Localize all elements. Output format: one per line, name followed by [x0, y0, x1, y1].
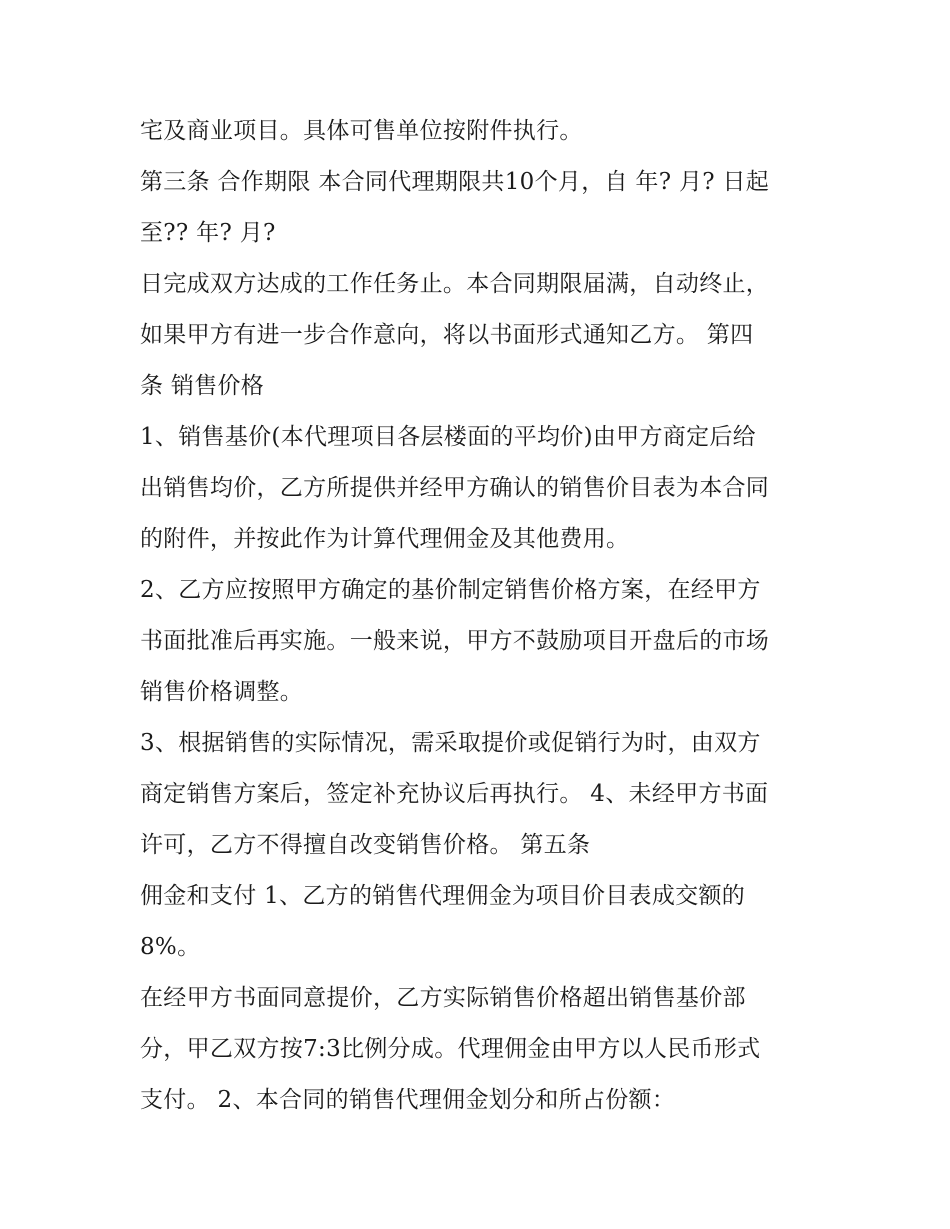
text-line: 1、销售基价(本代理项目各层楼面的平均价)由甲方商定后给: [140, 424, 756, 450]
text-line: 8%。: [140, 934, 201, 960]
text-line: 如果甲方有进一步合作意向，将以书面形式通知乙方。 第四: [140, 322, 754, 348]
text-line: 2、乙方应按照甲方确定的基价制定销售价格方案，在经甲方: [140, 577, 761, 603]
text-line: 商定销售方案后，签定补充协议后再执行。 4、未经甲方书面: [140, 781, 769, 807]
text-line: 出销售均价，乙方所提供并经甲方确认的销售价目表为本合同: [140, 475, 770, 501]
text-line: 至?? 年? 月?: [140, 220, 276, 246]
text-line: 宅及商业项目。具体可售单位按附件执行。: [140, 118, 583, 144]
text-line: 在经甲方书面同意提价，乙方实际销售价格超出销售基价部: [140, 985, 746, 1011]
text-line: 的附件，并按此作为计算代理佣金及其他费用。: [140, 526, 630, 552]
text-line: 书面批准后再实施。一般来说，甲方不鼓励项目开盘后的市场: [140, 628, 770, 654]
text-line: 支付。 2、本合同的销售代理佣金划分和所占份额：: [140, 1087, 676, 1113]
text-line: 3、根据销售的实际情况，需采取提价或促销行为时，由双方: [140, 730, 761, 756]
text-line: 日完成双方达成的工作任务止。本合同期限届满，自动终止，: [140, 271, 770, 297]
text-line: 许可，乙方不得擅自改变销售价格。 第五条: [140, 832, 591, 858]
text-line: 销售价格调整。: [140, 679, 304, 705]
text-line: 佣金和支付 1、乙方的销售代理佣金为项目价目表成交额的: [140, 883, 746, 909]
contract-body-text: [140, 106, 830, 1126]
text-line: 条 销售价格: [140, 373, 265, 399]
text-line: 第三条 合作期限 本合同代理期限共10个月，自 年? 月? 日起: [140, 169, 770, 195]
text-line: 分，甲乙双方按7:3比例分成。代理佣金由甲方以人民币形式: [140, 1036, 761, 1062]
